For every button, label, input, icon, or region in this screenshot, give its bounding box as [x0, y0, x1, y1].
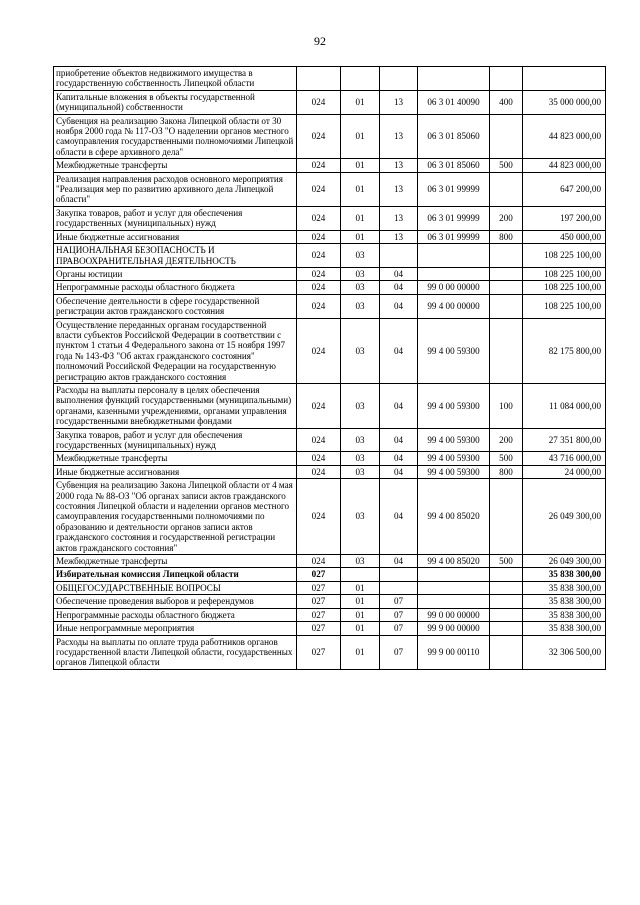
section-code-cell — [341, 67, 380, 91]
table-row — [54, 67, 606, 91]
amount-cell — [523, 67, 606, 91]
expense-type-code-cell: 200 — [490, 428, 523, 452]
table-row — [54, 267, 606, 280]
target-item-code-cell — [418, 568, 490, 581]
admin-code-cell: 027 — [297, 581, 341, 594]
amount-cell: 35 838 300,00 — [523, 595, 606, 608]
admin-code-cell: 027 — [297, 635, 341, 669]
amount-cell: 24 000,00 — [523, 465, 606, 478]
table-row — [54, 465, 606, 478]
table-row — [54, 114, 606, 159]
item-name-cell: Закупка товаров, работ и услуг для обеспечения государственных (муниципальных) нужд — [54, 206, 297, 230]
expense-type-code-cell — [490, 244, 523, 268]
table-row — [54, 555, 606, 568]
target-item-code-cell: 99 4 00 59300 — [418, 465, 490, 478]
subsection-code-cell — [380, 581, 418, 594]
subsection-code-cell: 04 — [380, 452, 418, 465]
section-code-cell: 03 — [341, 465, 380, 478]
target-item-code-cell: 99 4 00 59300 — [418, 452, 490, 465]
admin-code-cell: 024 — [297, 244, 341, 268]
expense-type-code-cell — [490, 281, 523, 294]
subsection-code-cell: 04 — [380, 479, 418, 555]
amount-cell: 44 823 000,00 — [523, 114, 606, 159]
item-name-cell: Межбюджетные трансферты — [54, 555, 297, 568]
subsection-code-cell: 07 — [380, 595, 418, 608]
expense-type-code-cell — [490, 568, 523, 581]
subsection-code-cell: 13 — [380, 230, 418, 243]
section-code-cell: 03 — [341, 318, 380, 383]
table-row — [54, 622, 606, 635]
amount-cell: 35 838 300,00 — [523, 568, 606, 581]
table-row — [54, 479, 606, 555]
amount-cell: 32 306 500,00 — [523, 635, 606, 669]
subsection-code-cell: 04 — [380, 267, 418, 280]
table-row — [54, 281, 606, 294]
admin-code-cell: 024 — [297, 428, 341, 452]
expense-type-code-cell — [490, 622, 523, 635]
target-item-code-cell — [418, 581, 490, 594]
target-item-code-cell: 99 9 00 00110 — [418, 635, 490, 669]
section-code-cell: 01 — [341, 608, 380, 621]
expense-type-code-cell — [490, 172, 523, 206]
subsection-code-cell — [380, 244, 418, 268]
budget-table-body — [54, 67, 606, 670]
subsection-code-cell: 07 — [380, 635, 418, 669]
section-code-cell: 03 — [341, 383, 380, 428]
admin-code-cell: 024 — [297, 294, 341, 318]
table-row — [54, 608, 606, 621]
amount-cell: 44 823 000,00 — [523, 159, 606, 172]
item-name-cell: Обеспечение проведения выборов и референдумов — [54, 595, 297, 608]
table-row — [54, 635, 606, 669]
table-row — [54, 383, 606, 428]
admin-code-cell: 024 — [297, 452, 341, 465]
item-name-cell: Расходы на выплаты по оплате труда работников органов государственной власти Липецкой области, государственных органов Липецкой области — [54, 635, 297, 669]
admin-code-cell: 024 — [297, 465, 341, 478]
admin-code-cell: 027 — [297, 608, 341, 621]
target-item-code-cell: 99 4 00 85020 — [418, 555, 490, 568]
section-code-cell: 03 — [341, 281, 380, 294]
subsection-code-cell: 04 — [380, 555, 418, 568]
amount-cell: 82 175 800,00 — [523, 318, 606, 383]
section-code-cell: 01 — [341, 206, 380, 230]
admin-code-cell: 024 — [297, 318, 341, 383]
section-code-cell: 03 — [341, 452, 380, 465]
table-row — [54, 244, 606, 268]
item-name-cell: Иные бюджетные ассигнования — [54, 230, 297, 243]
subsection-code-cell: 13 — [380, 114, 418, 159]
admin-code-cell: 027 — [297, 595, 341, 608]
target-item-code-cell: 06 3 01 85060 — [418, 114, 490, 159]
expense-type-code-cell: 800 — [490, 230, 523, 243]
section-code-cell: 01 — [341, 90, 380, 114]
item-name-cell: Непрограммные расходы областного бюджета — [54, 281, 297, 294]
table-row — [54, 294, 606, 318]
target-item-code-cell: 06 3 01 40090 — [418, 90, 490, 114]
admin-code-cell: 024 — [297, 90, 341, 114]
subsection-code-cell — [380, 568, 418, 581]
amount-cell: 35 838 300,00 — [523, 581, 606, 594]
section-code-cell: 01 — [341, 595, 380, 608]
expense-type-code-cell: 200 — [490, 206, 523, 230]
subsection-code-cell: 04 — [380, 383, 418, 428]
section-code-cell: 01 — [341, 622, 380, 635]
item-name-cell: ОБЩЕГОСУДАРСТВЕННЫЕ ВОПРОСЫ — [54, 581, 297, 594]
item-name-cell: НАЦИОНАЛЬНАЯ БЕЗОПАСНОСТЬ И ПРАВООХРАНИТЕЛЬНАЯ ДЕЯТЕЛЬНОСТЬ — [54, 244, 297, 268]
table-row — [54, 581, 606, 594]
subsection-code-cell: 13 — [380, 206, 418, 230]
target-item-code-cell — [418, 595, 490, 608]
expense-type-code-cell — [490, 608, 523, 621]
item-name-cell: приобретение объектов недвижимого имущества в государственную собственность Липецкой области — [54, 67, 297, 91]
table-row — [54, 595, 606, 608]
section-code-cell: 03 — [341, 555, 380, 568]
subsection-code-cell: 07 — [380, 622, 418, 635]
amount-cell: 43 716 000,00 — [523, 452, 606, 465]
expense-type-code-cell — [490, 635, 523, 669]
item-name-cell: Закупка товаров, работ и услуг для обеспечения государственных (муниципальных) нужд — [54, 428, 297, 452]
expense-type-code-cell: 100 — [490, 383, 523, 428]
expense-type-code-cell — [490, 114, 523, 159]
item-name-cell: Органы юстиции — [54, 267, 297, 280]
section-code-cell: 01 — [341, 159, 380, 172]
item-name-cell: Субвенция на реализацию Закона Липецкой области от 30 ноября 2000 года № 117-ОЗ "О наделении органов местного самоуправления государственными полномочиями Липецкой области в сфере архивного дела" — [54, 114, 297, 159]
subsection-code-cell: 04 — [380, 428, 418, 452]
expense-type-code-cell — [490, 294, 523, 318]
admin-code-cell: 024 — [297, 555, 341, 568]
admin-code-cell: 024 — [297, 479, 341, 555]
amount-cell: 197 200,00 — [523, 206, 606, 230]
target-item-code-cell: 99 9 00 00000 — [418, 622, 490, 635]
section-code-cell: 03 — [341, 294, 380, 318]
amount-cell: 26 049 300,00 — [523, 479, 606, 555]
subsection-code-cell: 04 — [380, 281, 418, 294]
table-row — [54, 206, 606, 230]
amount-cell: 108 225 100,00 — [523, 281, 606, 294]
item-name-cell: Избирательная комиссия Липецкой области — [54, 568, 297, 581]
item-name-cell: Осуществление переданных органам государственной власти субъектов Российской Федерации в соответствии с пунктом 1 статьи 4 Федерального закона от 15 ноября 1997 года № 143-ФЗ "Об актах гражданского состояния" полномочий Российской Федерации на государственную регистрацию актов гражданского состояния — [54, 318, 297, 383]
item-name-cell: Расходы на выплаты персоналу в целях обеспечения выполнения функций государственными (муниципальными) органами, казенными учреждениями, органами управления государственными внебюджетными фондами — [54, 383, 297, 428]
expense-type-code-cell: 800 — [490, 465, 523, 478]
subsection-code-cell: 07 — [380, 608, 418, 621]
table-row — [54, 318, 606, 383]
admin-code-cell: 024 — [297, 267, 341, 280]
amount-cell: 108 225 100,00 — [523, 244, 606, 268]
target-item-code-cell: 99 0 00 00000 — [418, 281, 490, 294]
expense-type-code-cell: 500 — [490, 555, 523, 568]
item-name-cell: Капитальные вложения в объекты государственной (муниципальной) собственности — [54, 90, 297, 114]
section-code-cell: 01 — [341, 114, 380, 159]
subsection-code-cell: 04 — [380, 294, 418, 318]
amount-cell: 450 000,00 — [523, 230, 606, 243]
target-item-code-cell: 99 4 00 59300 — [418, 428, 490, 452]
target-item-code-cell: 99 4 00 59300 — [418, 318, 490, 383]
subsection-code-cell: 04 — [380, 465, 418, 478]
subsection-code-cell — [380, 67, 418, 91]
expense-type-code-cell: 400 — [490, 90, 523, 114]
table-row — [54, 452, 606, 465]
table-row — [54, 230, 606, 243]
admin-code-cell: 024 — [297, 159, 341, 172]
target-item-code-cell: 99 4 00 85020 — [418, 479, 490, 555]
admin-code-cell: 024 — [297, 383, 341, 428]
table-row — [54, 172, 606, 206]
item-name-cell: Реализация направления расходов основного мероприятия "Реализация мер по развитию архивного дела Липецкой области" — [54, 172, 297, 206]
amount-cell: 26 049 300,00 — [523, 555, 606, 568]
subsection-code-cell: 13 — [380, 159, 418, 172]
item-name-cell: Иные непрограммные мероприятия — [54, 622, 297, 635]
section-code-cell: 01 — [341, 172, 380, 206]
amount-cell: 11 084 000,00 — [523, 383, 606, 428]
expense-type-code-cell — [490, 581, 523, 594]
section-code-cell: 03 — [341, 479, 380, 555]
target-item-code-cell: 06 3 01 99999 — [418, 172, 490, 206]
table-row — [54, 90, 606, 114]
admin-code-cell: 027 — [297, 622, 341, 635]
page-number: 92 — [314, 34, 326, 48]
admin-code-cell: 027 — [297, 568, 341, 581]
subsection-code-cell: 04 — [380, 318, 418, 383]
target-item-code-cell: 06 3 01 99999 — [418, 206, 490, 230]
amount-cell: 108 225 100,00 — [523, 267, 606, 280]
item-name-cell: Межбюджетные трансферты — [54, 452, 297, 465]
admin-code-cell: 024 — [297, 172, 341, 206]
admin-code-cell: 024 — [297, 281, 341, 294]
target-item-code-cell: 06 3 01 85060 — [418, 159, 490, 172]
target-item-code-cell — [418, 67, 490, 91]
budget-table — [53, 66, 606, 670]
amount-cell: 647 200,00 — [523, 172, 606, 206]
item-name-cell: Иные бюджетные ассигнования — [54, 465, 297, 478]
expense-type-code-cell — [490, 595, 523, 608]
amount-cell: 108 225 100,00 — [523, 294, 606, 318]
item-name-cell: Межбюджетные трансферты — [54, 159, 297, 172]
section-code-cell: 03 — [341, 428, 380, 452]
expense-type-code-cell — [490, 318, 523, 383]
target-item-code-cell — [418, 267, 490, 280]
target-item-code-cell — [418, 244, 490, 268]
admin-code-cell: 024 — [297, 206, 341, 230]
item-name-cell: Обеспечение деятельности в сфере государственной регистрации актов гражданского состояния — [54, 294, 297, 318]
subsection-code-cell: 13 — [380, 90, 418, 114]
section-code-cell: 01 — [341, 230, 380, 243]
section-code-cell: 01 — [341, 635, 380, 669]
target-item-code-cell: 99 4 00 59300 — [418, 383, 490, 428]
expense-type-code-cell: 500 — [490, 159, 523, 172]
target-item-code-cell: 99 0 00 00000 — [418, 608, 490, 621]
item-name-cell: Непрограммные расходы областного бюджета — [54, 608, 297, 621]
target-item-code-cell: 99 4 00 00000 — [418, 294, 490, 318]
table-row — [54, 428, 606, 452]
admin-code-cell — [297, 67, 341, 91]
amount-cell: 35 000 000,00 — [523, 90, 606, 114]
admin-code-cell: 024 — [297, 230, 341, 243]
expense-type-code-cell: 500 — [490, 452, 523, 465]
amount-cell: 27 351 800,00 — [523, 428, 606, 452]
section-code-cell — [341, 568, 380, 581]
target-item-code-cell: 06 3 01 99999 — [418, 230, 490, 243]
subsection-code-cell: 13 — [380, 172, 418, 206]
section-code-cell: 03 — [341, 244, 380, 268]
expense-type-code-cell — [490, 67, 523, 91]
section-code-cell: 01 — [341, 581, 380, 594]
admin-code-cell: 024 — [297, 114, 341, 159]
section-code-cell: 03 — [341, 267, 380, 280]
item-name-cell: Субвенция на реализацию Закона Липецкой области от 4 мая 2000 года № 88-ОЗ "Об органах записи актов гражданского состояния Липецкой области и наделении органов местного самоуправления государственными полномочиями по образованию и деятельности органов записи актов гражданского состояния и государственной регистрации актов гражданского состояния" — [54, 479, 297, 555]
table-row — [54, 159, 606, 172]
expense-type-code-cell — [490, 479, 523, 555]
amount-cell: 35 838 300,00 — [523, 608, 606, 621]
expense-type-code-cell — [490, 267, 523, 280]
table-row — [54, 568, 606, 581]
amount-cell: 35 838 300,00 — [523, 622, 606, 635]
